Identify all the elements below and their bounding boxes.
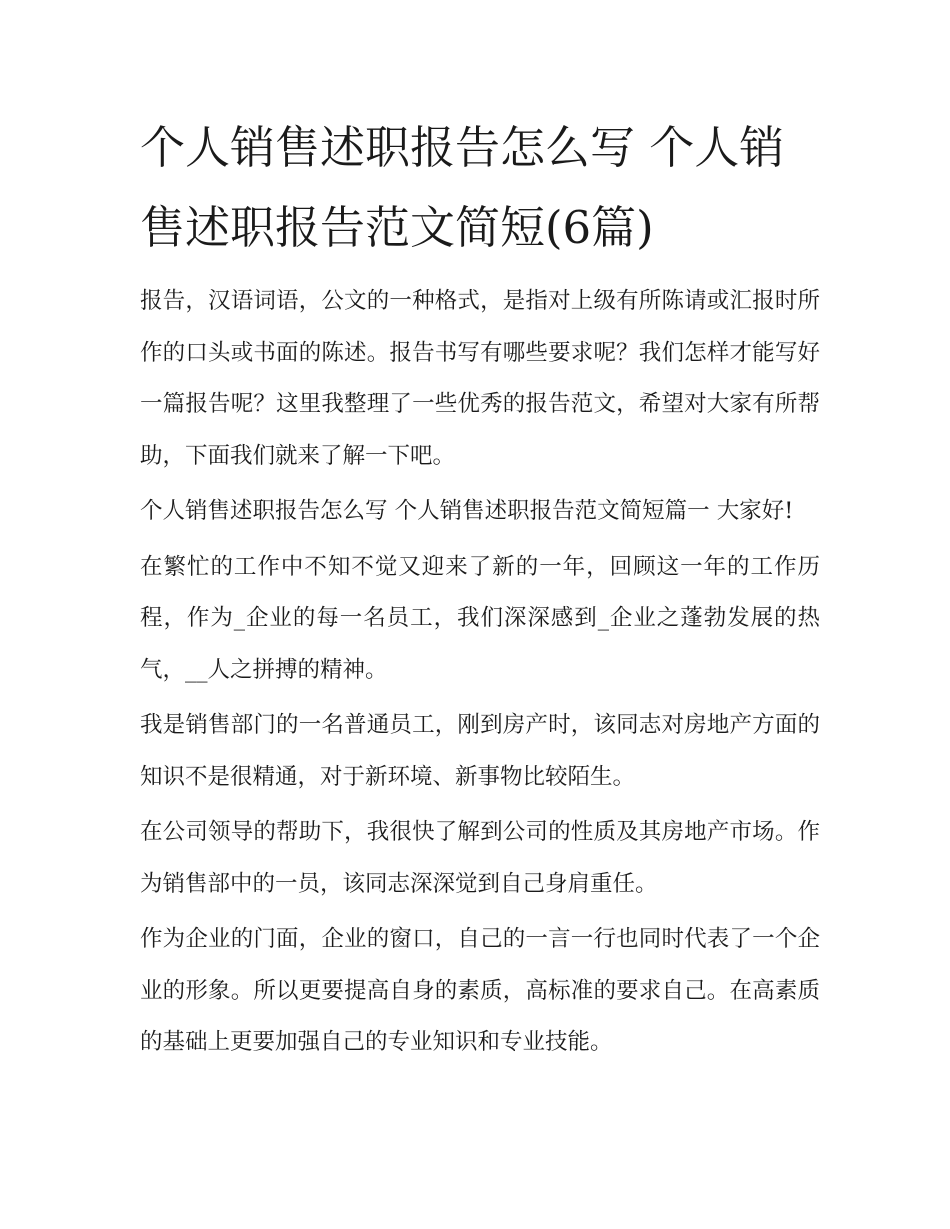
paragraph-body-3: 在公司领导的帮助下，我很快了解到公司的性质及其房地产市场。作为销售部中的一员，该同志深深觉到自己身肩重任。 (140, 819, 820, 897)
paragraph-body-4: 作为企业的门面，企业的窗口，自己的一言一行也同时代表了一个企业的形象。所以更要提高自身的素质，高标准的要求自己。在高素质的基础上更要加强自己的专业知识和专业技能。 (140, 926, 820, 1055)
document-page (140, 108, 820, 1073)
paragraph-intro: 报告，汉语词语，公文的一种格式，是指对上级有所陈请或汇报时所作的口头或书面的陈述。报告书写有哪些要求呢？我们怎样才能写好一篇报告呢？这里我整理了一些优秀的报告范文，希望对大家有所帮助，下面我们就来了解一下吧。 (140, 288, 820, 469)
paragraph-section-heading: 个人销售述职报告怎么写 个人销售述职报告范文简短篇一 大家好! (140, 498, 794, 524)
paragraph-body-1: 在繁忙的工作中不知不觉又迎来了新的一年，回顾这一年的工作历程，作为_企业的每一名员工，我们深深感到_企业之蓬勃发展的热气，__人之拼搏的精神。 (140, 553, 820, 683)
paragraph-body-2: 我是销售部门的一名普通员工，刚到房产时，该同志对房地产方面的知识不是很精通，对于新环境、新事物比较陌生。 (140, 712, 820, 790)
document-title: 个人销售述职报告怎么写 个人销售述职报告范文简短(6篇) (140, 121, 785, 254)
